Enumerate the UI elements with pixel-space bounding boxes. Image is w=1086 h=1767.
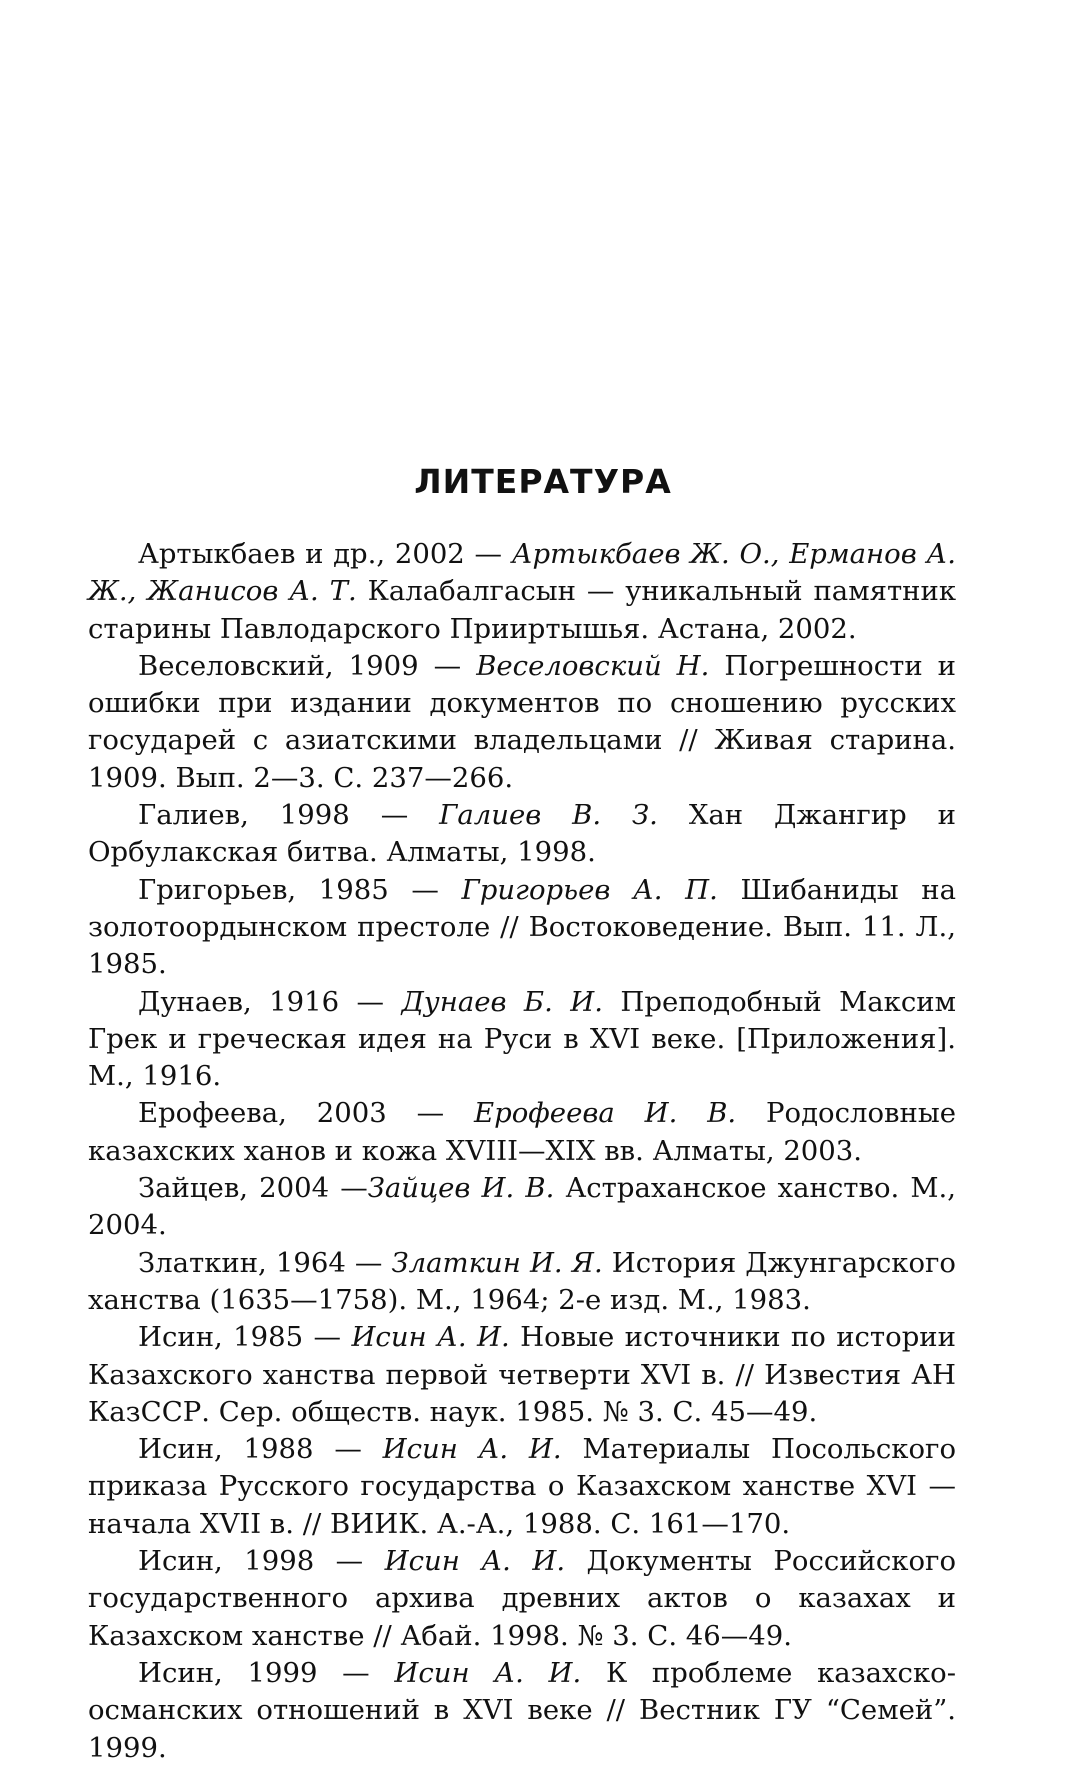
page-title: ЛИТЕРАТУРА [414, 462, 672, 501]
bibliography-entry [88, 1245, 956, 1320]
bibliography-entry [88, 984, 956, 1096]
bibliography-entry [88, 1095, 956, 1170]
entry-key: Исин, 1985 — [138, 1321, 342, 1354]
bibliography-entry [88, 872, 956, 984]
entry-authors: Дунаев Б. И. [401, 985, 603, 1018]
entry-key: Златкин, 1964 — [138, 1246, 383, 1279]
entry-text: Новые источники по истории Казахского ханства первой четверти XVI в. // Известия АН КазССР. Сер. обществ. наук. 1985. № 3. С. 45—49. [88, 1321, 956, 1428]
entry-text: Документы Российского государственного архива древних актов о казахах и Казахском ханстве // Абай. 1998. № 3. С. 46—49. [88, 1545, 957, 1652]
bibliography-entry [88, 1655, 956, 1767]
entry-authors: Исин А. И. [351, 1321, 510, 1354]
entry-text: Преподобный Максим Грек и греческая идея на Руси в XVI веке. [Приложения]. М., 1916. [88, 985, 956, 1093]
entry-key: Дунаев, 1916 — [138, 985, 385, 1018]
bibliography-list [88, 536, 956, 1767]
entry-key: Исин, 1998 — [138, 1545, 364, 1578]
entry-key: Исин, 1999 — [138, 1656, 370, 1689]
entry-key: Зайцев, 2004 — [138, 1172, 368, 1205]
entry-authors: Ерофеева И. В. [474, 1097, 737, 1130]
bibliography-entry [88, 1431, 956, 1543]
entry-text: Калабалгасын — уникальный памятник старины Павлодарского Прииртышья. Астана, 2002. [88, 575, 957, 645]
entry-authors: Артыкбаев Ж. О., Ерманов А. Ж., Жанисов А. Т. [88, 538, 956, 608]
entry-text: История Джунгарского ханства (1635—1758). М., 1964; 2-е изд. М., 1983. [88, 1246, 956, 1316]
entry-key: Галиев, 1998 — [138, 799, 409, 832]
bibliography-entry [88, 1543, 956, 1655]
entry-authors: Веселовский Н. [476, 649, 710, 682]
entry-authors: Зайцев И. В. [367, 1172, 555, 1205]
entry-authors: Исин А. И. [394, 1656, 582, 1689]
bibliography-entry [88, 1170, 956, 1245]
bibliography-entry [88, 648, 956, 797]
entry-key: Веселовский, 1909 — [138, 649, 462, 682]
entry-authors: Григорьев А. П. [461, 873, 718, 906]
entry-authors: Исин А. И. [384, 1545, 566, 1578]
entry-text: Астраханское ханство. М., 2004. [88, 1172, 956, 1242]
bibliography-entry [88, 797, 956, 872]
entry-key: Григорьев, 1985 — [138, 873, 439, 906]
entry-key: Ерофеева, 2003 — [138, 1097, 445, 1130]
entry-text: Материалы Посольского приказа Русского государства о Казахском ханстве XVI — начала XVII в. // ВИИК. А.-А., 1988. С. 161—170. [88, 1433, 957, 1540]
entry-text: Погрешности и ошибки при издании документов по сношению русских государей с азиатскими владельцами // Живая старина. 1909. Вып. 2—3. С. 237—266. [88, 649, 956, 794]
entry-authors: Златкин И. Я. [391, 1246, 603, 1279]
bibliography-entry [88, 1319, 956, 1431]
entry-key: Исин, 1988 — [138, 1433, 362, 1466]
entry-key: Артыкбаев и др., 2002 — [138, 538, 502, 570]
entry-text: К проблеме казахско-османских отношений в XVI веке // Вестник ГУ “Семей”. 1999. [88, 1656, 956, 1764]
entry-text: Хан Джангир и Орбулакская битва. Алматы, 1998. [88, 799, 957, 869]
entry-authors: Галиев В. З. [439, 799, 658, 832]
bibliography-entry [88, 536, 956, 648]
entry-text: Шибаниды на золотоордынском престоле // Востоковедение. Вып. 11. Л., 1985. [88, 873, 956, 981]
entry-authors: Исин А. И. [382, 1433, 562, 1466]
entry-text: Родословные казахских ханов и кожа XVIII—XIX вв. Алматы, 2003. [88, 1097, 956, 1167]
